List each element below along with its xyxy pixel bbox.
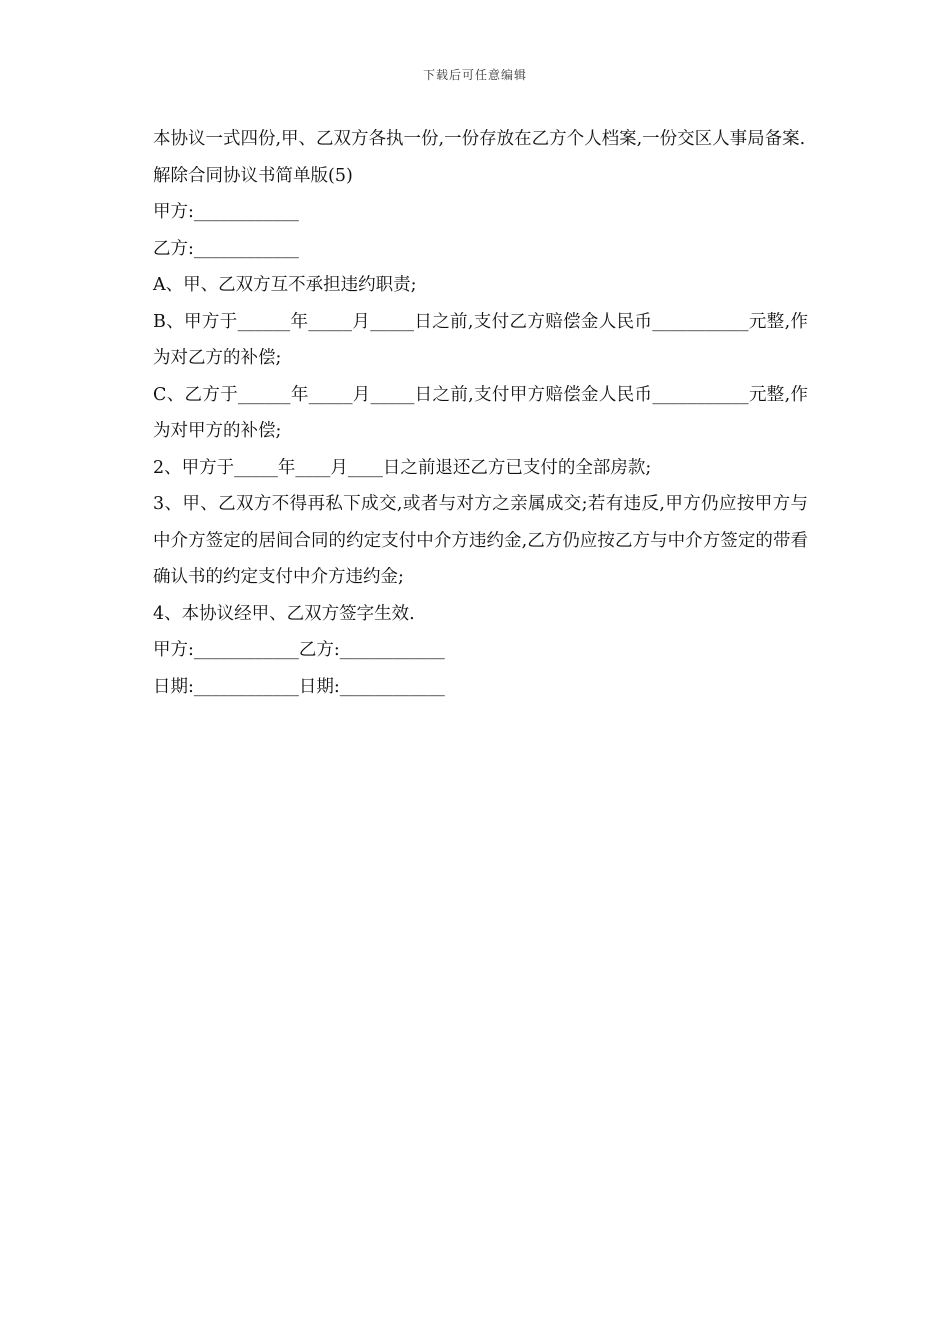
clause-c-paragraph: C、乙方于______年_____月_____日之前,支付甲方赔偿金人民币___________元整,作为对甲方的补偿; [153, 384, 808, 441]
clause-3-paragraph: 3、甲、乙双方不得再私下成交,或者与对方之亲属成交;若有违反,甲方仍应按甲方与中介方签定的居间合同的约定支付中介方违约金,乙方仍应按乙方与中介方签定的带看确认书的约定支付中介方违约金; [153, 494, 808, 587]
party-b-line: 乙方:____________ [153, 238, 299, 259]
clause-a-paragraph: A、甲、乙双方互不承担违约职责; [153, 275, 417, 295]
document-body [144, 121, 808, 705]
document-title: 解除合同协议书简单版(5) [153, 165, 353, 186]
party-a-line: 甲方:____________ [153, 202, 299, 222]
clause-b-paragraph: B、甲方于______年_____月_____日之前,支付乙方赔偿金人民币___________元整,作为对乙方的补偿; [153, 311, 808, 368]
signature-line: 甲方:____________乙方:____________ [153, 640, 445, 660]
date-line: 日期:____________日期:____________ [153, 676, 445, 697]
header-note: 下载后可任意编辑 [422, 68, 527, 82]
clause-4-paragraph: 4、本协议经甲、乙双方签字生效. [153, 603, 415, 624]
clause-2-paragraph: 2、甲方于_____年____月____日之前退还乙方已支付的全部房款; [153, 457, 652, 478]
copies-clause-paragraph: 本协议一式四份,甲、乙双方各执一份,一份存放在乙方个人档案,一份交区人事局备案. [153, 129, 806, 149]
